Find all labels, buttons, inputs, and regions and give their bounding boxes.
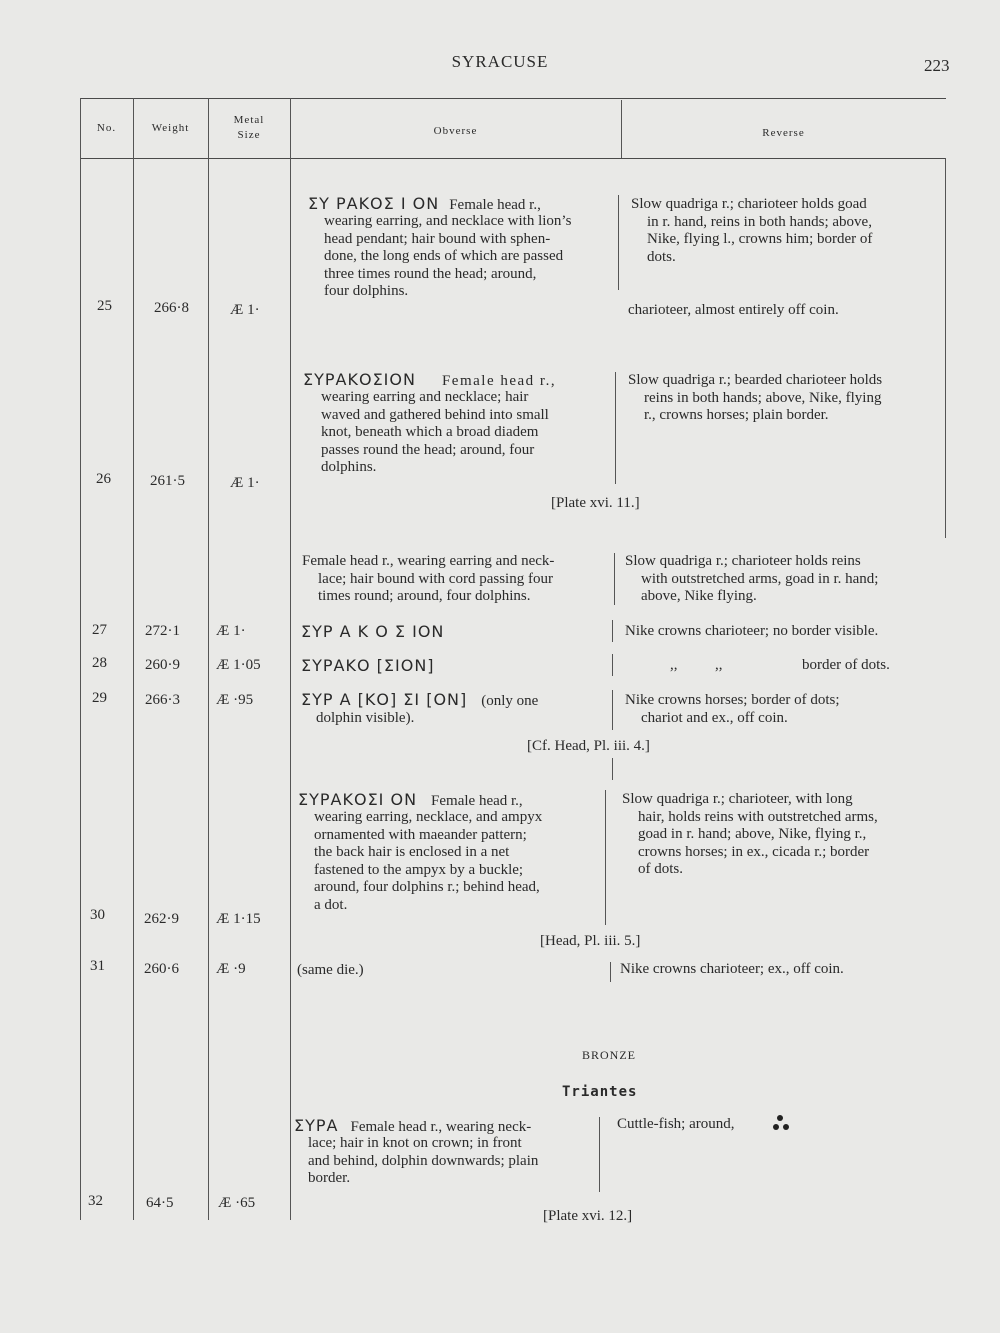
- table-top-rule: [80, 98, 946, 99]
- plate-reference: [Cf. Head, Pl. iii. 4.]: [527, 738, 650, 754]
- col-divider-3: [208, 98, 209, 1220]
- col-divider-1: [80, 98, 81, 1220]
- obverse-reverse-divider: [610, 962, 611, 982]
- page-title: SYRACUSE: [451, 52, 549, 71]
- col-header-obverse: Obverse: [433, 125, 478, 137]
- coin-number: 32: [88, 1193, 103, 1209]
- coin-legend: ΣΥΡ Α Κ Ο Σ ΙΟΝ: [301, 622, 445, 641]
- coin-metal-size: Æ ·95: [216, 692, 254, 708]
- coin-metal-size: Æ ·9: [216, 961, 246, 977]
- obverse-description: ΣΥΡΑΚΟΣΙΟΝ Female head r.,: [303, 370, 557, 389]
- reverse-note: charioteer, almost entirely off coin.: [628, 302, 839, 318]
- obverse-description-cont: wearing earring, and necklace with lion’s head pendant; hair bound with sphen- done, the long ends of which are passed three times round the head; around, four dolphins.: [324, 213, 572, 299]
- plate-reference: [Head, Pl. iii. 5.]: [540, 933, 641, 949]
- reverse-description: Slow quadriga r.; charioteer holds reins with outstretched arms, goad in r. hand; above, Nike flying.: [625, 553, 879, 604]
- coin-weight: 260·6: [144, 961, 179, 977]
- coin-number: 30: [90, 907, 105, 923]
- coin-number: 26: [96, 471, 111, 487]
- coin-number: 25: [97, 298, 112, 314]
- page-number: 223: [924, 56, 950, 75]
- obverse-reverse-divider: [605, 790, 606, 925]
- obverse-description-cont: lace; hair in knot on crown; in front and behind, dolphin downwards; plain border.: [308, 1135, 539, 1186]
- coin-legend: ΣΥΡΑΚΟΣΙ ΟΝ: [298, 790, 418, 809]
- col-header-no: No.: [96, 122, 117, 134]
- obverse-reverse-divider: [618, 195, 619, 290]
- reverse-description: Nike crowns charioteer; ex., off coin.: [620, 961, 844, 977]
- coin-metal-size: Æ 1·: [216, 623, 246, 639]
- reverse-description: Slow quadriga r.; bearded charioteer holds reins in both hands; above, Nike, flying r., crowns horses; plain border.: [628, 372, 883, 423]
- col-header-size: Size: [237, 129, 261, 141]
- obverse-description: ΣΥΡΑ Female head r., wearing neck-: [294, 1116, 532, 1135]
- reverse-description: border of dots.: [802, 657, 890, 673]
- coin-legend: ΣΥΡΑ: [294, 1116, 339, 1135]
- pellet-icon: [783, 1124, 789, 1130]
- reverse-description: Slow quadriga r.; charioteer holds goad in r. hand, reins in both hands; above, Nike, flying l., crowns him; border of dots.: [631, 196, 873, 265]
- obverse-description: (same die.): [297, 962, 364, 978]
- coin-metal-size: Æ 1·15: [216, 911, 261, 927]
- coin-number: 28: [92, 655, 107, 671]
- obverse-description-cont: wearing earring, necklace, and ampyx ornamented with maeander pattern; the back hair is enclosed in a net fastened to the ampyx by a buckle; around, four dolphins r.; behind head, a dot.: [314, 809, 543, 913]
- coin-legend: ΣΥ ΡΑΚΟΣ Ι ΟΝ: [308, 194, 440, 213]
- reverse-description: Cuttle-fish; around,: [617, 1116, 735, 1132]
- col-divider-right: [945, 158, 946, 538]
- table-header-rule: [80, 158, 946, 159]
- obverse-reverse-divider: [612, 690, 613, 730]
- coin-weight: 266·8: [154, 300, 189, 316]
- col-header-reverse: Reverse: [762, 127, 805, 139]
- coin-number: 29: [92, 690, 107, 706]
- obverse-reverse-divider: [599, 1117, 600, 1192]
- coin-metal-size: Æ 1·05: [216, 657, 261, 673]
- obverse-description: Female head r., wearing earring and neck- lace; hair bound with cord passing four times round; around, four dolphins.: [302, 553, 555, 604]
- coin-weight: 262·9: [144, 911, 179, 927]
- three-pellets-icon: [772, 1114, 796, 1138]
- obverse-reverse-divider: [612, 758, 613, 780]
- pellet-icon: [773, 1124, 779, 1130]
- section-heading-bronze: BRONZE: [582, 1048, 636, 1062]
- coin-weight: 64·5: [146, 1195, 174, 1211]
- obverse-reverse-divider: [615, 372, 616, 484]
- coin-weight: 272·1: [145, 623, 180, 639]
- coin-number: 31: [90, 958, 105, 974]
- coin-metal-size: Æ ·65: [218, 1195, 256, 1211]
- coin-metal-size: Æ 1·: [230, 302, 260, 318]
- obverse-reverse-divider: [612, 620, 613, 642]
- obverse-description: ΣΥ ΡΑΚΟΣ Ι ΟΝ Female head r.,: [308, 194, 541, 213]
- obverse-description-cont: wearing earring and necklace; hair waved and gathered behind into small knot, beneath which a broad diadem passes round the head; around, four dolphins.: [321, 389, 549, 475]
- reverse-description: Nike crowns charioteer; no border visible.: [625, 623, 879, 639]
- coin-weight: 266·3: [145, 692, 180, 708]
- pellet-icon: [777, 1115, 783, 1121]
- col-divider-2: [133, 98, 134, 1220]
- coin-number: 27: [92, 622, 107, 638]
- reverse-description: Slow quadriga r.; charioteer, with long hair, holds reins with outstretched arms, goad in r. hand; above, Nike, flying r., crowns horses; in ex., cicada r.; border of dots.: [622, 791, 878, 877]
- section-heading-triantes: Triantes: [562, 1084, 638, 1100]
- plate-reference: [Plate xvi. 12.]: [543, 1208, 633, 1224]
- coin-weight: 261·5: [150, 473, 185, 489]
- plate-reference: [Plate xvi. 11.]: [551, 495, 640, 511]
- coin-legend: ΣΥΡΑΚΟ [ΣΙΟΝ]: [301, 656, 435, 675]
- obverse-description: ΣΥΡ Α [ΚΟ] ΣΙ [ΟΝ] (only one: [301, 690, 539, 709]
- obverse-reverse-divider: [612, 654, 613, 676]
- reverse-description: Nike crowns horses; border of dots; chariot and ex., off coin.: [625, 692, 840, 726]
- obverse-description: ΣΥΡΑΚΟΣΙ ΟΝ Female head r.,: [298, 790, 523, 809]
- coin-weight: 260·9: [145, 657, 180, 673]
- col-divider-4: [290, 98, 291, 1220]
- obverse-description-cont: dolphin visible).: [316, 710, 415, 726]
- ditto-marks: ,, ,,: [670, 657, 723, 673]
- coin-metal-size: Æ 1·: [230, 475, 260, 491]
- coin-legend: ΣΥΡ Α [ΚΟ] ΣΙ [ΟΝ]: [301, 690, 468, 709]
- obverse-reverse-divider: [614, 553, 615, 605]
- col-header-weight: Weight: [151, 122, 190, 134]
- coin-legend: ΣΥΡΑΚΟΣΙΟΝ: [303, 370, 416, 389]
- col-header-metal: Metal: [233, 114, 265, 126]
